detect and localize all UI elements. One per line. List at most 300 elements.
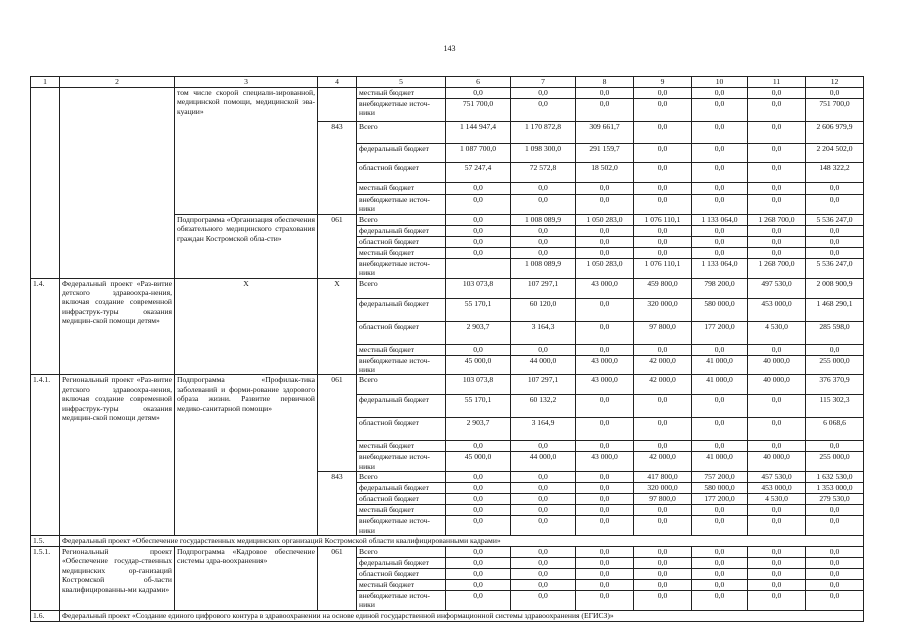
funding-source: Всего bbox=[357, 278, 446, 298]
budget-table bbox=[30, 76, 864, 622]
subprogram-cell: Подпрограмма «Профилак-тика заболеваний и форми-рование здорового образа жизни. Развитие первичной медико-санитарной помощи» bbox=[175, 375, 318, 536]
value-cell: 0,0 bbox=[634, 99, 692, 122]
code-cell: 843 bbox=[318, 472, 357, 536]
funding-source: внебюджетные источ-ники bbox=[357, 591, 446, 611]
value-cell: 0,0 bbox=[692, 144, 748, 163]
value-cell: 44 000,0 bbox=[511, 355, 576, 375]
value-cell: 60 132,2 bbox=[511, 395, 576, 418]
value-cell: 0,0 bbox=[634, 236, 692, 247]
funding-source: внебюджетные источ-ники bbox=[357, 195, 446, 215]
value-cell: 45 000,0 bbox=[446, 355, 511, 375]
funding-source: федеральный бюджет bbox=[357, 225, 446, 236]
subprogram-cell: том числе скорой специали-зированной, медицинской помощи, медицинской эва-куации» bbox=[175, 88, 318, 215]
code-cell: 061 bbox=[318, 375, 357, 472]
value-cell: 291 159,7 bbox=[576, 144, 634, 163]
value-cell: 751 700,0 bbox=[806, 99, 864, 122]
value-cell: 43 000,0 bbox=[576, 278, 634, 298]
value-cell: 115 302,3 bbox=[806, 395, 864, 418]
value-cell: 0,0 bbox=[511, 183, 576, 195]
value-cell: 497 530,0 bbox=[748, 278, 806, 298]
value-cell: 255 000,0 bbox=[806, 355, 864, 375]
value-cell: 0,0 bbox=[748, 395, 806, 418]
value-cell: 580 000,0 bbox=[692, 298, 748, 321]
value-cell: 0,0 bbox=[748, 122, 806, 144]
value-cell: 0,0 bbox=[576, 580, 634, 591]
value-cell: 0,0 bbox=[446, 547, 511, 558]
value-cell: 459 800,0 bbox=[634, 278, 692, 298]
value-cell: 0,0 bbox=[576, 547, 634, 558]
value-cell: 0,0 bbox=[576, 418, 634, 441]
value-cell: 0,0 bbox=[576, 344, 634, 355]
value-cell: 0,0 bbox=[576, 395, 634, 418]
value-cell: 0,0 bbox=[806, 505, 864, 516]
value-cell: 0,0 bbox=[576, 183, 634, 195]
value-cell: 376 370,9 bbox=[806, 375, 864, 395]
value-cell: 757 200,0 bbox=[692, 472, 748, 483]
value-cell: 0,0 bbox=[576, 441, 634, 452]
value-cell: 0,0 bbox=[692, 236, 748, 247]
value-cell: 1 087 700,0 bbox=[446, 144, 511, 163]
value-cell: 0,0 bbox=[576, 483, 634, 494]
funding-source: внебюджетные источ-ники bbox=[357, 516, 446, 536]
value-cell: 0,0 bbox=[692, 418, 748, 441]
value-cell: 0,0 bbox=[634, 516, 692, 536]
value-cell: 0,0 bbox=[692, 505, 748, 516]
value-cell: 751 700,0 bbox=[446, 99, 511, 122]
page-number: 143 bbox=[443, 44, 456, 53]
value-cell: 3 164,3 bbox=[511, 321, 576, 344]
value-cell: 40 000,0 bbox=[748, 452, 806, 472]
value-cell: 0,0 bbox=[692, 88, 748, 99]
value-cell: 1 076 110,1 bbox=[634, 258, 692, 278]
funding-source: внебюджетные источ-ники bbox=[357, 355, 446, 375]
value-cell: 1 144 947,4 bbox=[446, 122, 511, 144]
value-cell: 0,0 bbox=[446, 472, 511, 483]
value-cell: 0,0 bbox=[634, 163, 692, 183]
funding-source: областной бюджет bbox=[357, 163, 446, 183]
header-cell: 3 bbox=[175, 77, 318, 88]
value-cell: 0,0 bbox=[446, 183, 511, 195]
value-cell: 279 530,0 bbox=[806, 494, 864, 505]
value-cell: 1 008 089,9 bbox=[511, 214, 576, 225]
funding-source: Всего bbox=[357, 472, 446, 483]
code-cell: 061 bbox=[318, 214, 357, 278]
value-cell: 60 120,0 bbox=[511, 298, 576, 321]
item-number: 1.5. bbox=[31, 536, 60, 547]
value-cell: 0,0 bbox=[634, 418, 692, 441]
value-cell: 3 164,9 bbox=[511, 418, 576, 441]
value-cell: 0,0 bbox=[634, 505, 692, 516]
value-cell: 1 050 283,0 bbox=[576, 258, 634, 278]
value-cell: 0,0 bbox=[806, 441, 864, 452]
funding-source: Всего bbox=[357, 214, 446, 225]
funding-source: областной бюджет bbox=[357, 321, 446, 344]
value-cell: 0,0 bbox=[446, 441, 511, 452]
funding-source: областной бюджет bbox=[357, 494, 446, 505]
project-title: Федеральный проект «Обеспечение государственных медицинских организаций Костромской области квалифицированными кадрами» bbox=[60, 536, 864, 547]
value-cell: 0,0 bbox=[748, 344, 806, 355]
value-cell: 0,0 bbox=[511, 580, 576, 591]
value-cell: 103 073,8 bbox=[446, 278, 511, 298]
value-cell: 417 800,0 bbox=[634, 472, 692, 483]
value-cell: 0,0 bbox=[576, 298, 634, 321]
value-cell: 0,0 bbox=[634, 144, 692, 163]
value-cell: 42 000,0 bbox=[634, 452, 692, 472]
value-cell: 0,0 bbox=[806, 247, 864, 258]
code-cell: 843 bbox=[318, 122, 357, 215]
value-cell: 453 000,0 bbox=[748, 483, 806, 494]
value-cell: 0,0 bbox=[748, 580, 806, 591]
value-cell: 4 530,0 bbox=[748, 494, 806, 505]
value-cell: 285 598,0 bbox=[806, 321, 864, 344]
value-cell: 1 133 064,0 bbox=[692, 214, 748, 225]
value-cell: 0,0 bbox=[634, 441, 692, 452]
value-cell: 0,0 bbox=[511, 569, 576, 580]
value-cell: 0,0 bbox=[692, 225, 748, 236]
value-cell: 0,0 bbox=[634, 569, 692, 580]
funding-source: областной бюджет bbox=[357, 569, 446, 580]
value-cell: 1 268 700,0 bbox=[748, 258, 806, 278]
funding-source: местный бюджет bbox=[357, 580, 446, 591]
header-cell: 4 bbox=[318, 77, 357, 88]
value-cell: 0,0 bbox=[446, 580, 511, 591]
value-cell: 0,0 bbox=[511, 195, 576, 215]
value-cell: 0,0 bbox=[576, 558, 634, 569]
value-cell: 0,0 bbox=[806, 344, 864, 355]
item-number: 1.5.1. bbox=[31, 547, 60, 611]
value-cell: 40 000,0 bbox=[748, 355, 806, 375]
value-cell: 0,0 bbox=[446, 344, 511, 355]
header-cell: 9 bbox=[634, 77, 692, 88]
value-cell: 0,0 bbox=[446, 505, 511, 516]
num-cell bbox=[31, 88, 60, 279]
value-cell: 40 000,0 bbox=[748, 375, 806, 395]
value-cell: 0,0 bbox=[446, 558, 511, 569]
header-cell: 1 bbox=[31, 77, 60, 88]
code-cell bbox=[318, 88, 357, 122]
subprogram-cell: Подпрограмма «Кадровое обеспечение системы здра-воохранения» bbox=[175, 547, 318, 611]
value-cell: 0,0 bbox=[806, 225, 864, 236]
value-cell: 0,0 bbox=[576, 225, 634, 236]
value-cell: 0,0 bbox=[748, 505, 806, 516]
funding-source: местный бюджет bbox=[357, 441, 446, 452]
value-cell: 0,0 bbox=[806, 88, 864, 99]
value-cell: 148 322,2 bbox=[806, 163, 864, 183]
value-cell: 6 068,6 bbox=[806, 418, 864, 441]
value-cell: 97 800,0 bbox=[634, 494, 692, 505]
value-cell: 0,0 bbox=[634, 183, 692, 195]
value-cell: 798 200,0 bbox=[692, 278, 748, 298]
value-cell: 0,0 bbox=[748, 591, 806, 611]
funding-source: внебюджетные источ-ники bbox=[357, 258, 446, 278]
value-cell: 1 050 283,0 bbox=[576, 214, 634, 225]
item-number: 1.6. bbox=[31, 610, 60, 621]
value-cell: 0,0 bbox=[748, 558, 806, 569]
value-cell: 0,0 bbox=[576, 236, 634, 247]
value-cell: 0,0 bbox=[446, 214, 511, 225]
value-cell: 0,0 bbox=[692, 547, 748, 558]
value-cell: 1 468 290,1 bbox=[806, 298, 864, 321]
value-cell: 0,0 bbox=[576, 591, 634, 611]
value-cell: 0,0 bbox=[576, 516, 634, 536]
value-cell: 255 000,0 bbox=[806, 452, 864, 472]
value-cell: 0,0 bbox=[748, 183, 806, 195]
item-number: 1.4.1. bbox=[31, 375, 60, 536]
value-cell: 0,0 bbox=[748, 225, 806, 236]
item-number: 1.4. bbox=[31, 278, 60, 375]
value-cell: 0,0 bbox=[576, 472, 634, 483]
value-cell: 0,0 bbox=[446, 247, 511, 258]
value-cell: 0,0 bbox=[446, 236, 511, 247]
value-cell: 2 606 979,9 bbox=[806, 122, 864, 144]
value-cell: 1 268 700,0 bbox=[748, 214, 806, 225]
value-cell: 0,0 bbox=[634, 225, 692, 236]
value-cell: 0,0 bbox=[692, 569, 748, 580]
value-cell: 0,0 bbox=[511, 88, 576, 99]
project-name: Федеральный проект «Раз-витие детского здравоохра-нения, включая создание современной инфраструк-туры оказания медицин-ской помощи детям» bbox=[60, 278, 175, 375]
value-cell: 0,0 bbox=[511, 494, 576, 505]
value-cell: 1 353 000,0 bbox=[806, 483, 864, 494]
value-cell: 453 000,0 bbox=[748, 298, 806, 321]
value-cell: 1 632 530,0 bbox=[806, 472, 864, 483]
funding-source: областной бюджет bbox=[357, 418, 446, 441]
header-cell: 12 bbox=[806, 77, 864, 88]
project-title: Федеральный проект «Создание единого цифрового контура в здравоохранении на основе единой государственной информационной системы здравоохранения (ЕГИСЗ)» bbox=[60, 610, 864, 621]
value-cell: 0,0 bbox=[806, 547, 864, 558]
value-cell: 0,0 bbox=[634, 195, 692, 215]
value-cell: 0,0 bbox=[692, 516, 748, 536]
funding-source: местный бюджет bbox=[357, 183, 446, 195]
value-cell: 4 530,0 bbox=[748, 321, 806, 344]
value-cell: 0,0 bbox=[692, 591, 748, 611]
value-cell: 55 170,1 bbox=[446, 395, 511, 418]
value-cell: 2 903,7 bbox=[446, 418, 511, 441]
code-cell: 061 bbox=[318, 547, 357, 611]
project-name: Региональный проект «Обеспечение государ-ственных медицинских ор-ганизаций Костромской об-ласти квалифицированны-ми кадрами» bbox=[60, 547, 175, 611]
value-cell: 57 247,4 bbox=[446, 163, 511, 183]
header-cell: 7 bbox=[511, 77, 576, 88]
value-cell: 43 000,0 bbox=[576, 375, 634, 395]
value-cell: 320 000,0 bbox=[634, 298, 692, 321]
funding-source: местный бюджет bbox=[357, 344, 446, 355]
subprogram-cell: Подпрограмма «Организация обеспечения обязательного медицинского страхования граждан Костромской обла-сти» bbox=[175, 214, 318, 278]
value-cell: 0,0 bbox=[576, 494, 634, 505]
value-cell: 0,0 bbox=[634, 344, 692, 355]
value-cell: 0,0 bbox=[446, 569, 511, 580]
value-cell: 0,0 bbox=[748, 547, 806, 558]
value-cell: 0,0 bbox=[511, 344, 576, 355]
value-cell: 2 204 502,0 bbox=[806, 144, 864, 163]
value-cell: 0,0 bbox=[446, 591, 511, 611]
funding-source: местный бюджет bbox=[357, 88, 446, 99]
value-cell: 41 000,0 bbox=[692, 452, 748, 472]
funding-source: внебюджетные источ-ники bbox=[357, 99, 446, 122]
value-cell: 0,0 bbox=[576, 88, 634, 99]
value-cell: 1 098 300,0 bbox=[511, 144, 576, 163]
value-cell: 0,0 bbox=[634, 580, 692, 591]
value-cell: 0,0 bbox=[511, 558, 576, 569]
value-cell: 55 170,1 bbox=[446, 298, 511, 321]
funding-source: областной бюджет bbox=[357, 236, 446, 247]
value-cell: 0,0 bbox=[692, 441, 748, 452]
funding-source: внебюджетные источ-ники bbox=[357, 452, 446, 472]
table-row bbox=[31, 610, 864, 621]
value-cell: 42 000,0 bbox=[634, 375, 692, 395]
value-cell: 107 297,1 bbox=[511, 278, 576, 298]
value-cell: 0,0 bbox=[806, 569, 864, 580]
value-cell: 43 000,0 bbox=[576, 452, 634, 472]
value-cell: 0,0 bbox=[446, 88, 511, 99]
value-cell: 0,0 bbox=[806, 195, 864, 215]
value-cell: 0,0 bbox=[446, 195, 511, 215]
value-cell: 0,0 bbox=[748, 569, 806, 580]
header-cell: 5 bbox=[357, 77, 446, 88]
value-cell: 0,0 bbox=[634, 88, 692, 99]
value-cell: 0,0 bbox=[692, 183, 748, 195]
value-cell: 0,0 bbox=[692, 395, 748, 418]
project-name: Региональный проект «Раз-витие детского здравоохра-нения, включая создание современной инфраструк-туры оказания медицин-ской помощи детям» bbox=[60, 375, 175, 536]
value-cell: 0,0 bbox=[806, 183, 864, 195]
value-cell: 0,0 bbox=[511, 441, 576, 452]
value-cell: 0,0 bbox=[634, 547, 692, 558]
value-cell: 103 073,8 bbox=[446, 375, 511, 395]
funding-source: местный бюджет bbox=[357, 505, 446, 516]
code-cell: X bbox=[318, 278, 357, 375]
value-cell: 0,0 bbox=[748, 163, 806, 183]
value-cell: 0,0 bbox=[634, 558, 692, 569]
value-cell: 0,0 bbox=[806, 580, 864, 591]
value-cell: 0,0 bbox=[576, 569, 634, 580]
value-cell: 0,0 bbox=[511, 225, 576, 236]
value-cell: 0,0 bbox=[748, 195, 806, 215]
value-cell: 0,0 bbox=[692, 99, 748, 122]
funding-source: Всего bbox=[357, 375, 446, 395]
value-cell: 43 000,0 bbox=[576, 355, 634, 375]
funding-source: федеральный бюджет bbox=[357, 558, 446, 569]
value-cell: 0,0 bbox=[692, 558, 748, 569]
funding-source: местный бюджет bbox=[357, 247, 446, 258]
table-row bbox=[31, 278, 864, 298]
value-cell: 1 008 089,9 bbox=[511, 258, 576, 278]
funding-source: федеральный бюджет bbox=[357, 395, 446, 418]
value-cell: 0,0 bbox=[692, 247, 748, 258]
value-cell: 0,0 bbox=[511, 247, 576, 258]
value-cell: 18 502,0 bbox=[576, 163, 634, 183]
value-cell: 0,0 bbox=[511, 547, 576, 558]
value-cell: 0,0 bbox=[634, 247, 692, 258]
value-cell: 42 000,0 bbox=[634, 355, 692, 375]
name-cell bbox=[60, 88, 175, 279]
value-cell: 0,0 bbox=[511, 505, 576, 516]
value-cell: 0,0 bbox=[576, 247, 634, 258]
value-cell: 309 661,7 bbox=[576, 122, 634, 144]
header-row bbox=[31, 77, 864, 88]
table-row bbox=[31, 375, 864, 395]
value-cell: 0,0 bbox=[511, 236, 576, 247]
value-cell: 0,0 bbox=[511, 483, 576, 494]
value-cell: 1 133 064,0 bbox=[692, 258, 748, 278]
table-body bbox=[31, 77, 864, 622]
value-cell: 0,0 bbox=[634, 122, 692, 144]
value-cell: 0,0 bbox=[511, 516, 576, 536]
value-cell: 0,0 bbox=[446, 483, 511, 494]
value-cell: 177 200,0 bbox=[692, 494, 748, 505]
value-cell: 0,0 bbox=[806, 591, 864, 611]
funding-source: Всего bbox=[357, 122, 446, 144]
value-cell: 0,0 bbox=[748, 99, 806, 122]
value-cell: 0,0 bbox=[806, 516, 864, 536]
value-cell: 177 200,0 bbox=[692, 321, 748, 344]
table-row bbox=[31, 88, 864, 99]
value-cell: 0,0 bbox=[692, 122, 748, 144]
value-cell: 457 530,0 bbox=[748, 472, 806, 483]
header-cell: 2 bbox=[60, 77, 175, 88]
value-cell: 0,0 bbox=[748, 236, 806, 247]
value-cell: 2 903,7 bbox=[446, 321, 511, 344]
value-cell: 0,0 bbox=[576, 321, 634, 344]
value-cell: 97 800,0 bbox=[634, 321, 692, 344]
value-cell: 0,0 bbox=[748, 441, 806, 452]
value-cell: 44 000,0 bbox=[511, 452, 576, 472]
value-cell: 0,0 bbox=[748, 144, 806, 163]
value-cell: 45 000,0 bbox=[446, 452, 511, 472]
funding-source: федеральный бюджет bbox=[357, 298, 446, 321]
header-cell: 6 bbox=[446, 77, 511, 88]
value-cell: 0,0 bbox=[692, 344, 748, 355]
value-cell: 1 170 872,8 bbox=[511, 122, 576, 144]
value-cell: 0,0 bbox=[692, 195, 748, 215]
value-cell: 5 536 247,0 bbox=[806, 258, 864, 278]
value-cell: 0,0 bbox=[748, 247, 806, 258]
value-cell: 1 076 110,1 bbox=[634, 214, 692, 225]
header-cell: 8 bbox=[576, 77, 634, 88]
value-cell: 0,0 bbox=[634, 591, 692, 611]
value-cell: 0,0 bbox=[576, 99, 634, 122]
value-cell: 5 536 247,0 bbox=[806, 214, 864, 225]
value-cell: 0,0 bbox=[692, 163, 748, 183]
header-cell: 11 bbox=[748, 77, 806, 88]
value-cell: 0,0 bbox=[446, 494, 511, 505]
value-cell: 0,0 bbox=[748, 418, 806, 441]
value-cell: 0,0 bbox=[748, 516, 806, 536]
value-cell: 0,0 bbox=[806, 558, 864, 569]
subprogram-cell: X bbox=[175, 278, 318, 375]
value-cell: 0,0 bbox=[511, 472, 576, 483]
value-cell: 0,0 bbox=[446, 225, 511, 236]
value-cell: 0,0 bbox=[576, 195, 634, 215]
funding-source: федеральный бюджет bbox=[357, 483, 446, 494]
header-cell: 10 bbox=[692, 77, 748, 88]
value-cell: 0,0 bbox=[576, 505, 634, 516]
value-cell: 320 000,0 bbox=[634, 483, 692, 494]
table-row bbox=[31, 536, 864, 547]
value-cell: 580 000,0 bbox=[692, 483, 748, 494]
value-cell: 0,0 bbox=[692, 580, 748, 591]
value-cell bbox=[446, 258, 511, 278]
funding-source: Всего bbox=[357, 547, 446, 558]
value-cell: 41 000,0 bbox=[692, 375, 748, 395]
value-cell: 0,0 bbox=[748, 88, 806, 99]
value-cell: 41 000,0 bbox=[692, 355, 748, 375]
value-cell: 0,0 bbox=[806, 236, 864, 247]
funding-source: федеральный бюджет bbox=[357, 144, 446, 163]
value-cell: 72 572,8 bbox=[511, 163, 576, 183]
value-cell: 2 008 900,9 bbox=[806, 278, 864, 298]
value-cell: 107 297,1 bbox=[511, 375, 576, 395]
value-cell: 0,0 bbox=[446, 516, 511, 536]
value-cell: 0,0 bbox=[511, 99, 576, 122]
value-cell: 0,0 bbox=[511, 591, 576, 611]
